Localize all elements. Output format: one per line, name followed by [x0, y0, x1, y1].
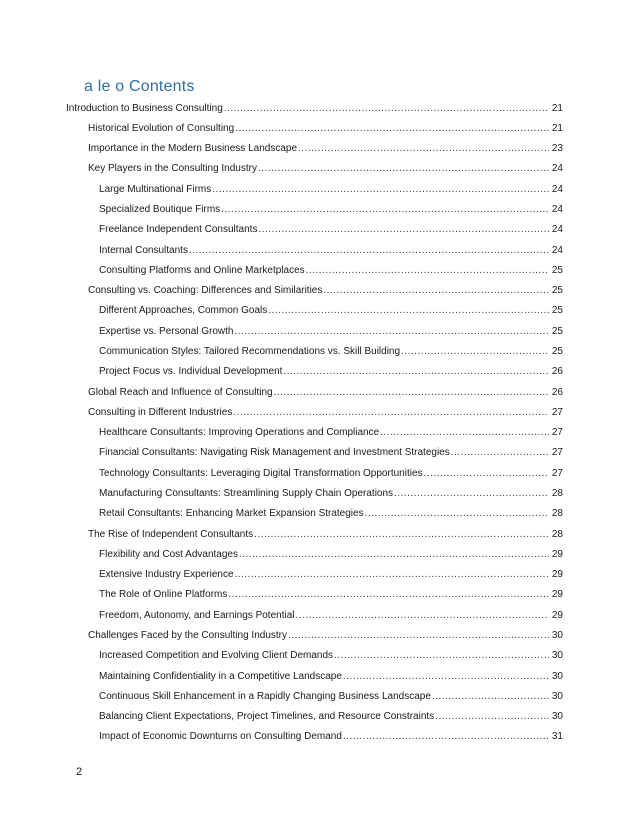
toc-entry-page[interactable]: 27 — [551, 427, 563, 439]
toc-entry[interactable] — [0, 220, 638, 240]
toc-entry[interactable] — [0, 483, 638, 503]
toc-entry-page[interactable]: 30 — [551, 670, 563, 682]
toc-entry-page[interactable]: 31 — [551, 731, 563, 743]
toc-entry-page[interactable]: 29 — [551, 609, 563, 621]
toc-entry-title[interactable]: Technology Consultants: Leveraging Digital Transformation Opportunities — [99, 467, 423, 479]
toc-entry-page[interactable]: 30 — [551, 711, 563, 723]
toc-entry-page[interactable]: 30 — [551, 650, 563, 662]
dot-leader — [258, 163, 549, 174]
toc-entry[interactable] — [0, 463, 638, 483]
dot-leader — [235, 569, 549, 580]
toc-entry-title[interactable]: Different Approaches, Common Goals — [99, 305, 268, 317]
toc-entry[interactable] — [0, 666, 638, 686]
toc-entry-page[interactable]: 23 — [551, 143, 563, 155]
dot-leader — [224, 103, 549, 114]
toc-entry-title[interactable]: Increased Competition and Evolving Client Demands — [99, 650, 334, 662]
dot-leader — [233, 407, 549, 418]
toc-entry-title[interactable]: Introduction to Business Consulting — [66, 102, 223, 114]
toc-entry-page[interactable]: 24 — [551, 224, 563, 236]
dot-leader — [343, 671, 549, 682]
toc-entry[interactable] — [0, 585, 638, 605]
toc-entry-title[interactable]: Flexibility and Cost Advantages — [99, 548, 238, 560]
toc-entry-title[interactable]: Healthcare Consultants: Improving Operations and Compliance — [99, 427, 380, 439]
toc-entry-title[interactable]: Balancing Client Expectations, Project Timelines, and Resource Constraints — [99, 711, 435, 723]
toc-entry-title[interactable]: Manufacturing Consultants: Streamlining Supply Chain Operations — [99, 487, 394, 499]
toc-entry-page[interactable]: 29 — [551, 548, 563, 560]
toc-entry[interactable] — [0, 260, 638, 280]
toc-entry-page[interactable]: 25 — [551, 325, 563, 337]
toc-entry-page[interactable]: 27 — [551, 406, 563, 418]
toc-entry-title[interactable]: Communication Styles: Tailored Recommendations vs. Skill Building — [99, 346, 401, 358]
dot-leader — [380, 427, 549, 438]
dot-leader — [451, 447, 549, 458]
toc-entry-title[interactable]: Freelance Independent Consultants — [99, 224, 258, 236]
dot-leader — [235, 123, 549, 134]
toc-entry-page[interactable]: 26 — [551, 366, 563, 378]
toc-entry-title[interactable]: Consulting vs. Coaching: Differences and Similarities — [88, 285, 323, 297]
toc-entry-page[interactable]: 28 — [551, 487, 563, 499]
dot-leader — [228, 589, 549, 600]
dot-leader — [212, 184, 549, 195]
toc-entry-page[interactable]: 24 — [551, 204, 563, 216]
toc-heading: a le o Contents — [84, 78, 195, 95]
toc-entry-title[interactable]: Freedom, Autonomy, and Earnings Potential — [99, 609, 295, 621]
dot-leader — [235, 326, 550, 337]
dot-leader — [365, 508, 549, 519]
toc-entry-title[interactable]: Importance in the Modern Business Landscape — [88, 143, 298, 155]
toc-entry-title[interactable]: Key Players in the Consulting Industry — [88, 163, 257, 175]
toc-entry-title[interactable]: Challenges Faced by the Consulting Industry — [88, 629, 288, 641]
toc-entry-page[interactable]: 21 — [551, 122, 563, 134]
toc-entry-title[interactable]: Specialized Boutique Firms — [99, 204, 221, 216]
toc-entry-title[interactable]: The Role of Online Platforms — [99, 589, 228, 601]
dot-leader — [394, 488, 549, 499]
toc-entry-page[interactable]: 29 — [551, 569, 563, 581]
dot-leader — [334, 650, 549, 661]
toc-entry[interactable] — [0, 321, 638, 341]
toc-entry-title[interactable]: Financial Consultants: Navigating Risk Management and Investment Strategies — [99, 447, 450, 459]
toc-entry-title[interactable]: Expertise vs. Personal Growth — [99, 325, 234, 337]
toc-entry[interactable] — [0, 605, 638, 625]
dot-leader — [189, 245, 549, 256]
toc-entry[interactable] — [0, 118, 638, 138]
toc-entry-page[interactable]: 24 — [551, 183, 563, 195]
toc-entry[interactable] — [0, 686, 638, 706]
toc-entry[interactable] — [0, 382, 638, 402]
toc-entry[interactable] — [0, 139, 638, 159]
dot-leader — [268, 305, 549, 316]
page-number: 2 — [76, 766, 83, 778]
toc-entry-page[interactable]: 21 — [551, 102, 563, 114]
toc-list — [0, 98, 638, 747]
toc-entry-title[interactable]: Consulting Platforms and Online Marketplaces — [99, 264, 305, 276]
toc-entry-page[interactable]: 24 — [551, 163, 563, 175]
toc-entry[interactable] — [0, 159, 638, 179]
toc-entry[interactable] — [0, 564, 638, 584]
toc-entry-page[interactable]: 27 — [551, 447, 563, 459]
dot-leader — [306, 265, 549, 276]
dot-leader — [288, 630, 549, 641]
toc-entry[interactable] — [0, 362, 638, 382]
toc-entry-page[interactable]: 25 — [551, 305, 563, 317]
toc-entry-page[interactable]: 27 — [551, 467, 563, 479]
toc-entry[interactable] — [0, 199, 638, 219]
toc-entry-title[interactable]: Maintaining Confidentiality in a Competitive Landscape — [99, 670, 342, 682]
toc-entry-title[interactable]: Internal Consultants — [99, 244, 188, 256]
toc-entry-page[interactable]: 25 — [551, 346, 563, 358]
toc-entry-title[interactable]: Consulting in Different Industries — [88, 406, 233, 418]
toc-entry-title[interactable]: Large Multinational Firms — [99, 183, 212, 195]
dot-leader — [298, 143, 549, 154]
dot-leader — [435, 711, 549, 722]
dot-leader — [258, 224, 549, 235]
toc-entry-page[interactable]: 29 — [551, 589, 563, 601]
toc-entry[interactable] — [0, 402, 638, 422]
toc-entry[interactable] — [0, 706, 638, 726]
toc-entry[interactable] — [0, 281, 638, 301]
toc-entry[interactable] — [0, 625, 638, 645]
toc-entry-page[interactable]: 26 — [551, 386, 563, 398]
dot-leader — [239, 549, 549, 560]
toc-entry[interactable] — [0, 423, 638, 443]
toc-entry[interactable] — [0, 179, 638, 199]
toc-entry-page[interactable]: 24 — [551, 244, 563, 256]
dot-leader — [424, 468, 549, 479]
toc-entry-title[interactable]: Continuous Skill Enhancement in a Rapidly Changing Business Landscape — [99, 690, 431, 702]
dot-leader — [343, 731, 549, 742]
toc-entry-title[interactable]: Historical Evolution of Consulting — [88, 122, 235, 134]
dot-leader — [323, 285, 549, 296]
toc-entry-page[interactable]: 25 — [551, 285, 563, 297]
toc-entry[interactable] — [0, 301, 638, 321]
toc-entry[interactable] — [0, 646, 638, 666]
toc-entry-title[interactable]: Retail Consultants: Enhancing Market Expansion Strategies — [99, 508, 364, 520]
toc-entry-title[interactable]: Extensive Industry Experience — [99, 569, 234, 581]
toc-entry-title[interactable]: Project Focus vs. Individual Development — [99, 366, 283, 378]
toc-entry-page[interactable]: 28 — [551, 508, 563, 520]
toc-entry[interactable] — [0, 98, 638, 118]
dot-leader — [283, 366, 549, 377]
toc-entry[interactable] — [0, 504, 638, 524]
toc-entry[interactable] — [0, 727, 638, 747]
toc-entry-page[interactable]: 25 — [551, 264, 563, 276]
dot-leader — [221, 204, 549, 215]
toc-entry-title[interactable]: The Rise of Independent Consultants — [88, 528, 254, 540]
toc-entry-title[interactable]: Global Reach and Influence of Consulting — [88, 386, 273, 398]
toc-entry-page[interactable]: 30 — [551, 629, 563, 641]
dot-leader — [254, 529, 549, 540]
toc-entry-title[interactable]: Impact of Economic Downturns on Consulting Demand — [99, 731, 342, 743]
toc-entry[interactable] — [0, 544, 638, 564]
dot-leader — [295, 610, 549, 621]
toc-entry[interactable] — [0, 524, 638, 544]
toc-entry-page[interactable]: 28 — [551, 528, 563, 540]
dot-leader — [401, 346, 549, 357]
toc-entry-page[interactable]: 30 — [551, 690, 563, 702]
toc-entry[interactable] — [0, 443, 638, 463]
dot-leader — [432, 691, 549, 702]
toc-entry[interactable] — [0, 341, 638, 361]
dot-leader — [274, 387, 549, 398]
toc-entry[interactable] — [0, 240, 638, 260]
